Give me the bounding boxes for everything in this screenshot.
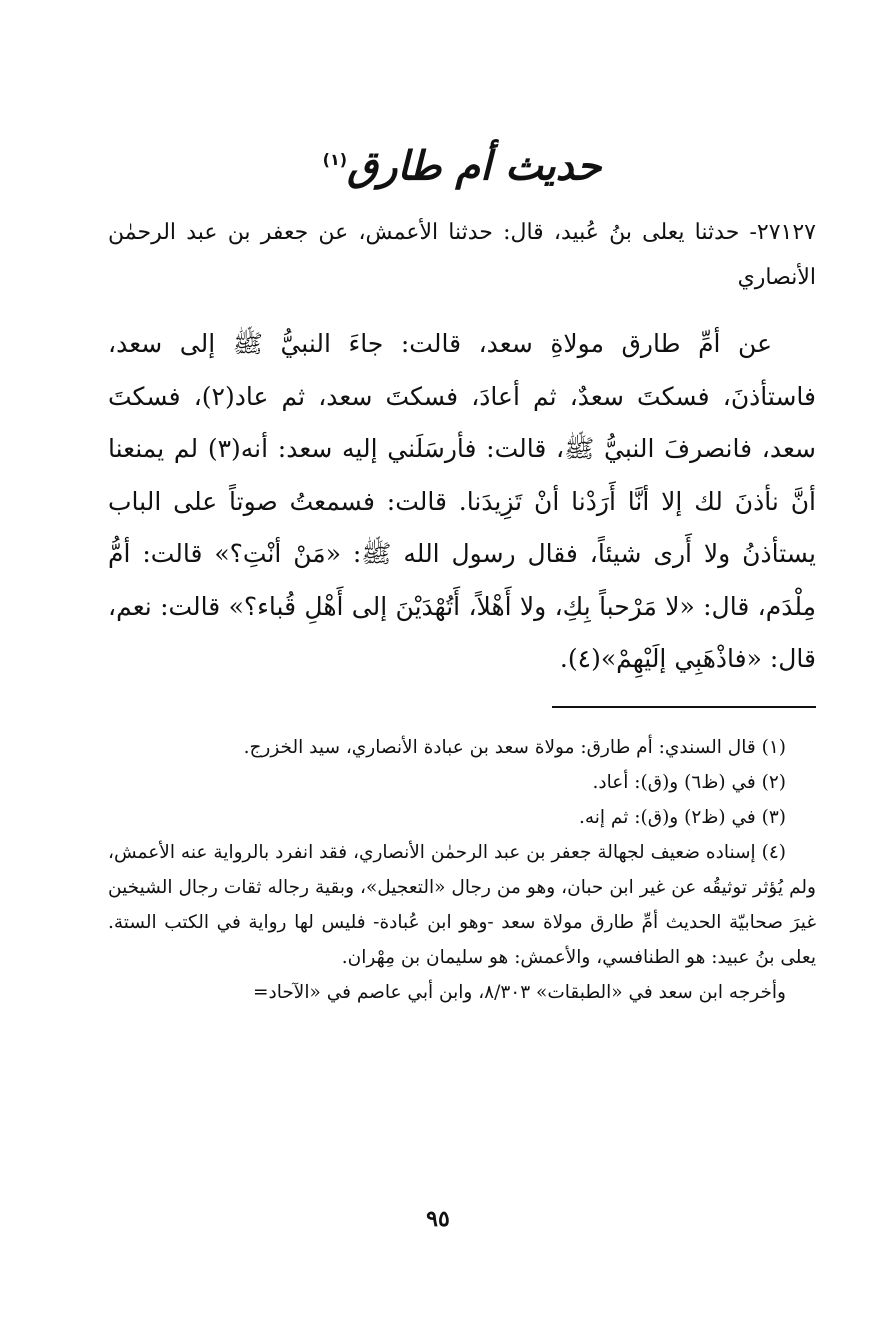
title-footnote-ref: (١) [322, 150, 348, 169]
page-body [108, 120, 816, 1010]
hadith-isnad: ٢٧١٢٧- حدثنا يعلى بنُ عُبيد، قال: حدثنا الأعمش، عن جعفر بن عبد الرحمٰن الأنصاري [108, 220, 816, 290]
page-number: ٩٥ [426, 1206, 450, 1232]
footnote-3: (٣) في (ظ٢) و(ق): ثم إنه. [578, 806, 786, 828]
page-title [108, 120, 816, 202]
footnotes [108, 730, 816, 1010]
title-text: حديث أم طارق [347, 143, 602, 190]
footnote-4-continued: وأخرجه ابن سعد في «الطبقات» ٨/٣٠٣، وابن أبي عاصم في «الآحاد= [253, 981, 786, 1003]
footnote-1: (١) قال السندي: أم طارق: مولاة سعد بن عبادة الأنصاري، سيد الخزرج. [243, 736, 786, 758]
footnote-2: (٢) في (ظ٦) و(ق): أعاد. [592, 771, 786, 793]
hadith-matn: عن أمِّ طارق مولاةِ سعد، قالت: جاءَ النبيُّ ﷺ إلى سعد، فاستأذنَ، فسكتَ سعدٌ، ثم أعادَ، فسكتَ سعد، ثم عاد(٢)، فسكتَ سعد، فانصرفَ النبيُّ ﷺ، قالت: فأرسَلَني إليه سعد: أنه(٣) لم يمنعنا أنَّ نأذنَ لك إلا أنَّا أَرَدْنا أنْ تَزِيدَنا. قالت: فسمعتُ صوتاً على الباب يستأذنُ ولا أَرى شيئاً، فقال رسول الله ﷺ: «مَنْ أنْتِ؟» قالت: أمُّ مِلْدَم، قال: «لا مَرْحباً بِكِ، ولا أَهْلاً، أَتُهْدَيْنَ إلى أَهْلِ قُباء؟» قالت: نعم، قال: «فاذْهَبِي إلَيْهِمْ»(٤). [108, 329, 816, 673]
footnote-4: (٤) إسناده ضعيف لجهالة جعفر بن عبد الرحمٰن الأنصاري، فقد انفرد بالرواية عنه الأعمش، ولم يُؤثر توثيقُه عن غير ابن حبان، وهو من رجال «التعجيل»، وبقية رجاله ثقات رجال الشيخين غيرَ صحابيّة الحديث أمِّ طارق مولاة سعد -وهو ابن عُبادة- فليس لها رواية في الكتب الستة. يعلى بنُ عبيد: هو الطنافسي، والأعمش: هو سليمان بن مِهْران. [108, 841, 816, 968]
footnote-divider [552, 706, 816, 708]
